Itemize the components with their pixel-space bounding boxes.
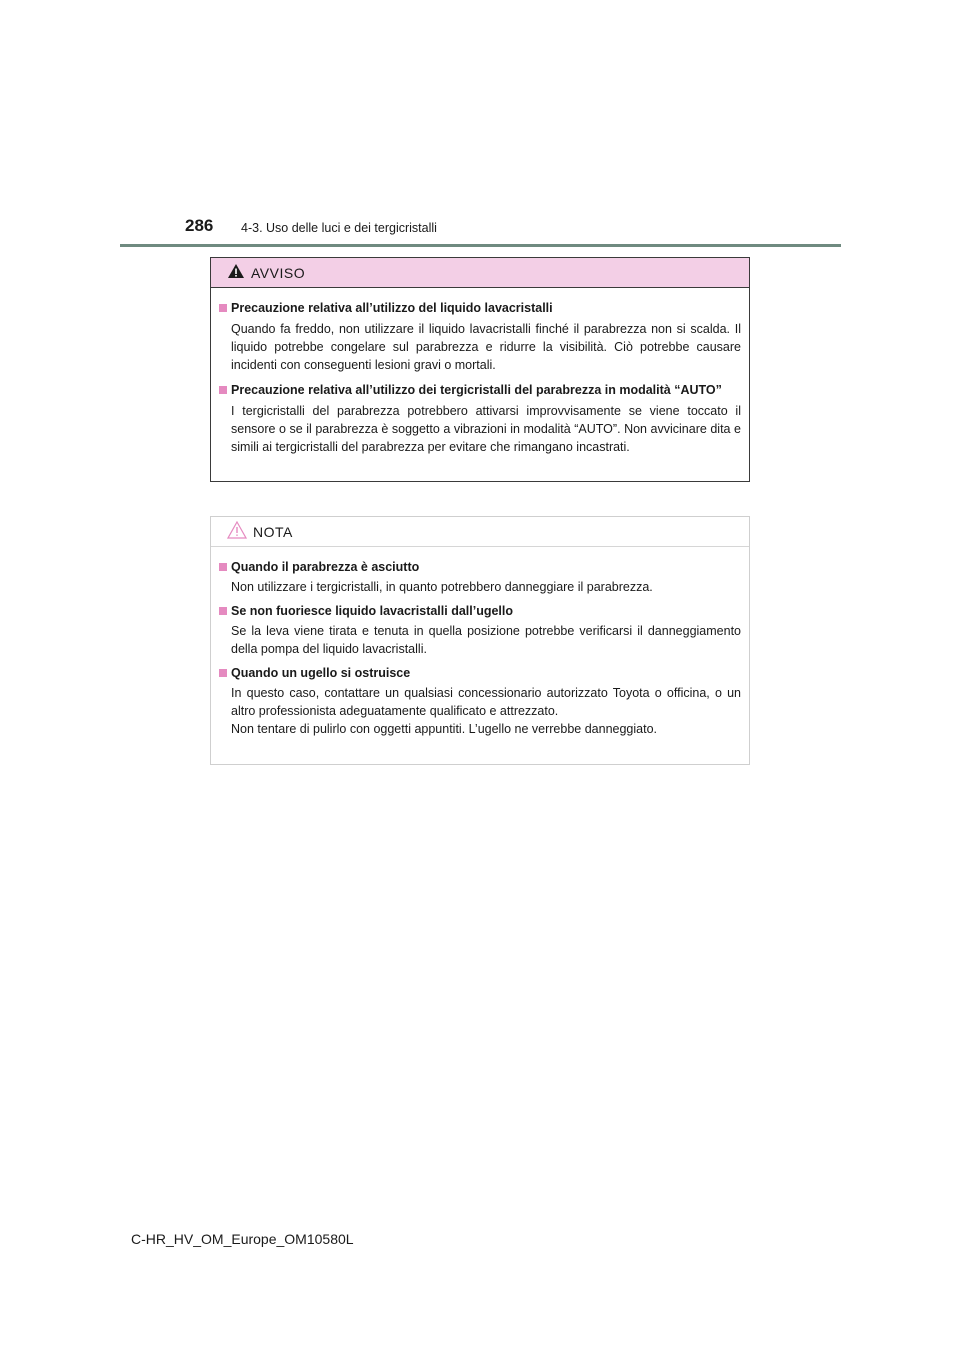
warning-item-title-text: Precauzione relativa all’utilizzo del liquido lavacristalli	[231, 301, 553, 315]
bullet-square	[219, 386, 227, 394]
warning-box	[210, 257, 750, 482]
notice-header	[211, 517, 749, 547]
notice-item	[219, 558, 741, 596]
notice-item-text: Se la leva viene tirata e tenuta in quella posizione potrebbe verificarsi il danneggiamento della pompa del liquido lavacristalli.	[231, 624, 741, 656]
warning-item-text: I tergicristalli del parabrezza potrebbero attivarsi improvvisamente se viene toccato il sensore o se il parabrezza è soggetto a vibrazioni in modalità “AUTO”. Non avvicinare dita e simili ai tergicristalli del parabrezza per evitare che rimangano incastrati.	[231, 404, 741, 454]
notice-item-title	[219, 558, 741, 576]
bullet-square	[219, 304, 227, 312]
notice-body	[211, 547, 749, 764]
warning-item-text: Quando fa freddo, non utilizzare il liquido lavacristalli finché il parabrezza non si scalda. Il liquido potrebbe congelare sul parabrezza e ridurre la visibilità. Ciò potrebbe causare incidenti con conseguenti lesioni gravi o mortali.	[231, 322, 741, 372]
notice-item-title	[219, 602, 741, 620]
notice-label: NOTA	[253, 523, 293, 540]
notice-triangle-icon	[227, 521, 253, 542]
header-rule	[120, 244, 841, 247]
warning-header	[211, 258, 749, 288]
notice-item-title-text: Quando un ugello si ostruisce	[231, 666, 411, 680]
page-number: 286	[185, 216, 214, 235]
warning-body	[211, 288, 749, 481]
section-title: 4-3. Uso delle luci e dei tergicristalli	[241, 221, 437, 235]
notice-item	[219, 664, 741, 738]
bullet-square	[219, 607, 227, 615]
bullet-square	[219, 669, 227, 677]
warning-item-title	[219, 299, 741, 317]
warning-item-title	[219, 381, 741, 399]
warning-item	[219, 381, 741, 456]
notice-item-title-text: Quando il parabrezza è asciutto	[231, 560, 420, 574]
warning-label: AVVISO	[251, 264, 306, 281]
warning-triangle-icon	[227, 263, 251, 282]
warning-item-title-text: Precauzione relativa all’utilizzo dei tergicristalli del parabrezza in modalità “AUTO”	[231, 383, 722, 397]
notice-item-title-text: Se non fuoriesce liquido lavacristalli dall’ugello	[231, 604, 514, 618]
footer-document-code: C-HR_HV_OM_Europe_OM10580L	[131, 1231, 354, 1247]
notice-item	[219, 602, 741, 658]
notice-item-title	[219, 664, 741, 682]
notice-item-text: Non utilizzare i tergicristalli, in quanto potrebbero danneggiare il parabrezza.	[231, 580, 653, 594]
warning-item	[219, 299, 741, 374]
notice-item-text: In questo caso, contattare un qualsiasi concessionario autorizzato Toyota o officina, o un altro professionista adeguatamente qualificato e attrezzato. Non tentare di pulirlo con oggetti appuntiti. L’ugello ne verrebbe danneggiato.	[231, 686, 741, 736]
notice-box	[210, 516, 750, 765]
bullet-square	[219, 563, 227, 571]
